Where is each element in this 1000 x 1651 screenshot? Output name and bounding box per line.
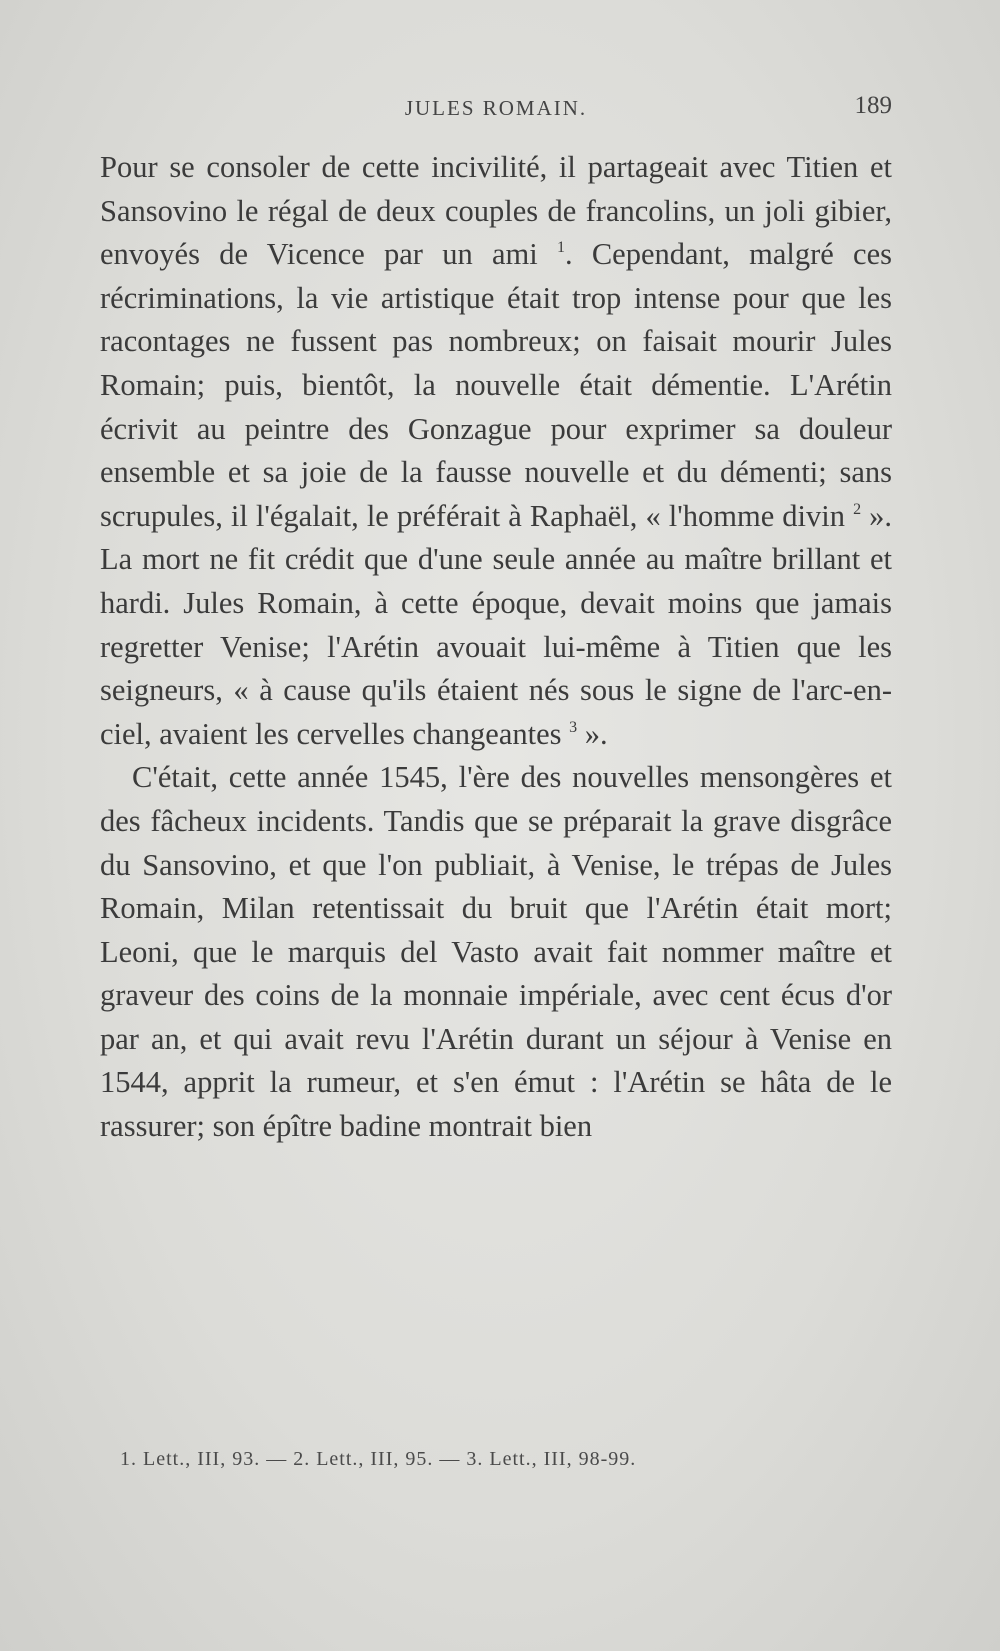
body-text (100, 146, 892, 1149)
running-title: JULES ROMAIN. (404, 96, 588, 120)
paragraph-1-segment: Pour se consoler de cette incivilité, il partageait avec Titien et Sansovino le régal de deux couples de francolins, un joli gibier, envoyés de Vicence par un ami (100, 150, 892, 272)
footnotes: 1. Lett., III, 93. — 2. Lett., III, 95. — 3. Lett., III, 98-99. (120, 1448, 637, 1470)
paragraph-1-segment: . Cependant, malgré ces récriminations, la vie artistique était trop intense pour que les racontages ne fussent pas nombreux; on faisait mourir Jules Romain; puis, bientôt, la nouvelle était démentie. L'Arétin écrivit au peintre des Gonzague pour exprimer sa douleur ensemble et sa joie de la fausse nouvelle et du démenti; sans scrupules, il l'égalait, le préférait à Raphaël, « l'homme divin (100, 237, 892, 533)
paragraph-1 (100, 146, 892, 756)
footnote-ref-2: 2 (853, 500, 862, 518)
footnote-ref-1: 1 (556, 239, 565, 257)
paragraph-2: C'était, cette année 1545, l'ère des nouvelles mensongères et des fâcheux incidents. Tandis que se préparait la grave disgrâce du Sansovino, et que l'on publiait, à Venise, le trépas de Jules Romain, Milan retentissait du bruit que l'Arétin était mort; Leoni, que le marquis del Vasto avait fait nommer maître et graveur des coins de la monnaie impériale, avec cent écus d'or par an, et qui avait revu l'Arétin durant un séjour à Venise en 1544, apprit la rumeur, et s'en émut : l'Arétin se hâta de le rassurer; son épître badine montrait bien (100, 760, 892, 1144)
page-number: 189 (854, 92, 892, 119)
footnote-ref-3: 3 (569, 718, 578, 736)
paragraph-1-segment: ». (577, 716, 608, 751)
paragraph-1-segment: ». La mort ne fit crédit que d'une seule année au maître brillant et hardi. Jules Romain, à cette époque, devait moins que jamais regretter Venise; l'Arétin avouait lui-même à Titien que les seigneurs, « à cause qu'ils étaient nés sous le signe de l'arc-en-ciel, avaient les cervelles changeantes (100, 498, 892, 751)
running-head (100, 92, 892, 126)
